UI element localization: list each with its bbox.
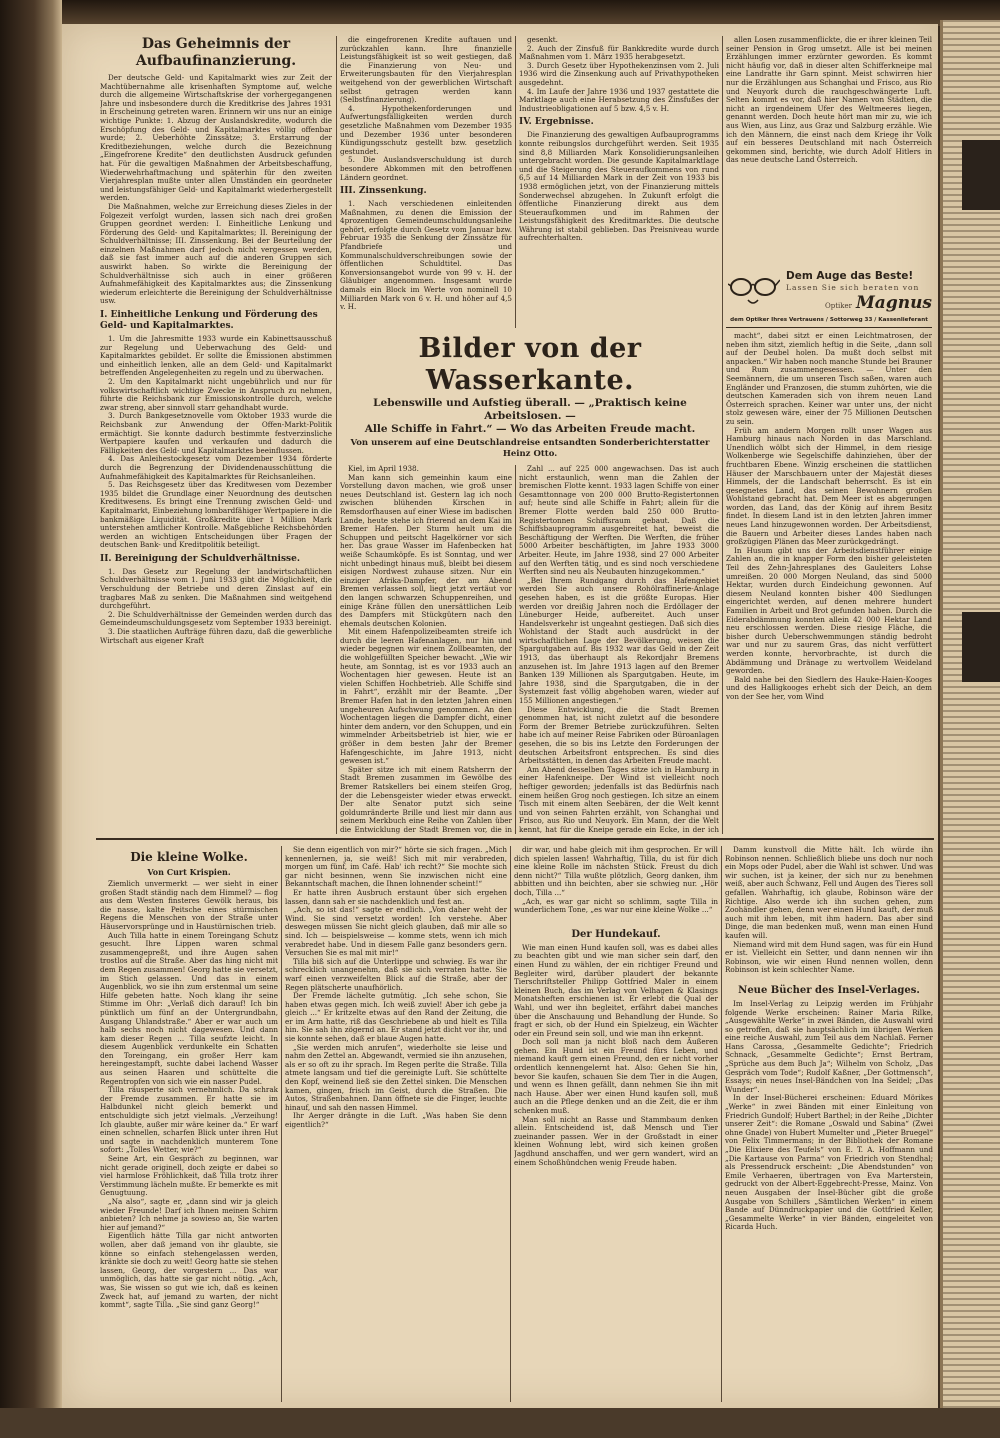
paragraph: Man kann sich gemeinhin kaum eine Vorstellung davon machen, wie groß unser neues Deutschland ist. Gestern lag ich noch zwischen blühenden Kirschen in Remsdorfhausen auf einer Wiese im badischen Lande, heute stehe ich frierend an dem Kai im Bremer Hafen. Der Sturm heult um die Schuppen und peitscht Hagelkörner vor sich her. Das graue Wasser im Hafenbecken hat weiße Schaumköpfe. Es ist Sonntag, und wer nicht unbedingt hinaus muß, bleibt bei diesem eisigen Nordwest zuhause sitzen. Nur ein einziger Afrika-Dampfer, der am Abend Bremen verlassen soll, liegt jetzt vertäut vor den langen schwarzen Schuppenreihen, und einige Kräne füllen den unersättlichen Leib des Dampfers mit Stückgütern nach den ehemals deutschen Kolonien. (340, 472, 512, 628)
paragraph: Später sitze ich mit einem Ratsherrn der Stadt Bremen zusammen im Gewölbe des Bremer Ratskellers bei einem steifen Grog, der die Lebensgeister wieder etwas erweckt. Der alte Senator putzt sich seine goldumränderte Brille und liest mir dann aus seinem Merkbuch eine Reihe von Zahlen über die Entwicklung der Stadt Bremen vor, die in (340, 764, 512, 834)
paragraph: Tilla biß sich auf die Unterlippe und schwieg. Es war ihr schrecklich unangenehm, daß sie sich verraten hatte. Sie warf einen verzweifelten Blick auf die Straße, aber der Regen plätscherte unaufhörlich. (285, 956, 507, 992)
article-header-wasserkante (340, 333, 720, 460)
bottom-edge (0, 1408, 1000, 1438)
ad-brand: Magnus (855, 293, 932, 313)
paragraph: 1. Um die Jahresmitte 1933 wurde ein Kabinettsausschuß zur Regelung und Ueberwachung des Geld- und Kapitalmarktes gebildet. Er sollte die Emissionen abstimmen und einheitlich lenken, alle an dem Geld- und Kapitalmarkt betreffenden Angelegenheiten zu regeln und zu überwachen. (100, 334, 332, 378)
paragraph: Tilla räusperte sich vernehmlich. Da schrak der Fremde zusammen. Er hatte sie im Halbdunkel nicht gleich bemerkt und entschuldigte sich jetzt vielmals. „Verzeihung! Ich glaubte, außer mir wäre keiner da.“ Er warf einen schnellen, scharfen Blick unter ihren Hut und sagte in nachdenklich munterem Tone sofort: „Tolles Wetter, wie?“ (100, 1085, 278, 1155)
column-rule (510, 846, 511, 1402)
article-column (726, 36, 932, 264)
paragraph: „Bei Ihrem Rundgang durch das Hafengebiet werden Sie auch unsere Rohölraffinerie-Anlage gesehen haben, es ist die größte Europas. Hier werden vor dreißig Jahren noch die Erdöllager der Lüneburger Heide, aufbereitet. Auch unser Handelsverkehr ist ungeahnt gestiegen. Daß sich dies Wohlstand der Stadt auch ausdrückt in der wirtschaftlichen Lage der Bevölkerung, weisen die Spargutgaben auf. Bis 1932 war das Geld in der Zeit 1913, das überhaupt als Rekordjahr Bremens anzusehen ist. Im Jahre 1913 lagen auf den Bremer Banken 139 Millionen als Spargutgaben. Heute, im Jahre 1938, sind die Spargutgaben, die in der Systemzeit fast völlig abgehoben waren, wieder auf 155 Millionen angestiegen.“ (519, 575, 719, 706)
article-column (340, 465, 512, 834)
article-wasserkante (340, 333, 720, 834)
story-text (514, 846, 718, 915)
paragraph: 2. Um den Kapitalmarkt nicht ungebührlich und nur für volkswirtschaftlich wichtige Zwecke in Anspruch zu nehmen, führte die Reichsbank zur Emissionskontrolle durch, welche zwar streng, aber sinnvoll starr gehandhabt wurde. (100, 377, 332, 412)
story-author: Von Curt Krispien. (147, 867, 231, 877)
article-title-hundekauf: Der Hundekauf. (571, 928, 661, 940)
paragraph: In der Insel-Bücherei erscheinen: Eduard Mörikes „Werke“ in zwei Bänden mit einer Einleitung von Friedrich Gundolf; Hubert Barthel; in der Reihe „Dichter unserer Zeit“: die Romane „Oswald und Sabina“ (Zwei ohne Gnade) von Hubert Mumelter und „Pieter Bruegel“ von Felix Timmermans; in der Bibliothek der Romane „Die Elixiere des Teufels“ von E. T. A. Hoffmann und „Die Kartause von Parma“ von Friedrich von Stendhal; als Pressendruck erscheint: „Die Abendstunden“ von Emile Verhaeren, übertragen von Eva Marterstein, gedruckt von der Albert-Eggebrecht-Presse, Mainz. Von neuen Ausgaben der Insel-Bücher gibt die große Ausgabe von Schillers „Sämtlichen Werken“ in einem Bande auf Dünndruckpapier und die Gottfried Keller, „Gesammelte Werke“ in vier Bänden, eingeleitet von Ricarda Huch. (725, 1093, 933, 1232)
paragraph: 3. Durch Bankgesetznovelle vom Oktober 1933 wurde die Reichsbank zur Anwendung der Offen-Markt-Politik ermächtigt. Sie konnte dadurch bestimmte festverzinsliche Wertpapiere kaufen und verkaufen und dadurch die Fälligkeiten des Geld- und Kapitalmarktes beeinflussen. (100, 411, 332, 455)
ad-prefix: Optiker (824, 302, 852, 310)
article-column (519, 36, 719, 328)
article-title: Bilder von der Wasserkante. (418, 333, 642, 396)
column-rule (721, 846, 722, 1402)
paragraph: 5. Das Reichsgesetz über das Kreditwesen vom Dezember 1935 bildet die Grundlage einer Neuordnung des deutschen Kreditwesens. Es bringt eine Trennung zwischen Geld- und Kapitalmarkt, Einbeziehung lombardfähiger Wertpapiere in die bankmäßige Liquidität. Großkredite über 1 Million Mark unterstehen amtlicher Kontrolle. Maßgebliche Reichsbehörden werden an wichtigen Entscheidungen über Fragen der deutschen Bank- und Kreditpolitik beteiligt. (100, 480, 332, 550)
paragraph: 3. Die staatlichen Aufträge führen dazu, daß die gewerbliche Wirtschaft aus eigener Kraft (100, 627, 332, 645)
paragraph: Damm kunstvoll die Mitte hält. Ich würde ihn Robinson nennen. Schließlich bliebe uns doch nur noch ein Mops oder Pudel, aber die Wahl ist schwer. Und was wir suchen, ist ja keiner, der sich nur zu benehmen weiß, aber auch Schwanz, Fell und Augen des Tieres soll gefallen. Wahrhaftig, ich glaube, Robinson wäre der Richtige. Also werde ich ihn suchen gehen, zum Zoohändler gehen, denn wer einen Hund kauft, der muß auch mit ihm leben, mit ihm hadern. Das aber sind Dinge, die man bedenken muß, wenn man einen Hund kaufen will. (725, 846, 933, 940)
column-rule (515, 36, 516, 328)
paragraph: Am Abend desselben Tages sitze ich in Hamburg in einer Hafenkneipe. Der Wind ist vielleicht noch heftiger geworden; jedenfalls ist das Bedürfnis nach einem heißen Grog noch gestiegen. Ich sitze an einem Tisch mit einem alten Seebären, der die Welt kennt und von seinen Fahrten erzählt, von Schanghai und Frisco, aus Rio und Neuyork. Ein Mann, der die Welt kennt, hat für die Kneipe gerade ein Ecke, in der ich (519, 764, 719, 834)
paragraph: Eigentlich hätte Tilla gar nicht antworten wollen, aber daß jemand von ihr glaubte, sie könne so einfach stehengelassen werden, kränkte sie doch zu weit! Georg hatte sie stehen lassen, Georg, der vorgestern ... Das war unmöglich, das hatte sie gar nicht nötig. „Ach, was, Sie wissen so gut wie ich, daß es keinen Zweck hat, auf jemand zu warten, der nicht kommt“, sagte Tilla. „Sie sind ganz Georg!“ (100, 1231, 278, 1310)
article-byline: Von unserem auf eine Deutschlandreise entsandten Sonderberichterstatter Heinz Otto. (350, 438, 710, 459)
article-column (519, 465, 719, 834)
paragraph: Er hatte ihren Ausbruch erstaunt über sich ergehen lassen, dann sah er sie nachdenklich und fest an. (285, 887, 507, 906)
ad-headline: Dem Auge das Beste! (786, 270, 914, 282)
section-heading: I. Einheitliche Lenkung und Förderung des Geld- und Kapitalmarktes. (100, 310, 318, 332)
story-column (725, 846, 933, 1402)
ad-subline: Lassen Sie sich beraten von (786, 283, 920, 292)
column-rule (722, 36, 723, 834)
right-column (726, 36, 932, 834)
paragraph: Kiel, im April 1938. (348, 465, 419, 473)
paragraph: 1. Nach verschiedenen einleitenden Maßnahmen, zu denen die Emission der 4prozentigen Gemeindeumschuldungsanleihe gehört, erfolgte durch Gesetz vom Januar bzw. Februar 1935 die Senkung der Zinssätze für Pfandbriefe und Kommunalschuldverschreibungen sowie der öffentlichen Schuldtitel. Das Konversionsangebot wurde von 99 v. H. der Gläubiger angenommen. Insgesamt wurde damals ein Block im Werte von nominell 10 Milliarden Mark von 6 v. H. und höher auf 4,5 v. H. (340, 199, 512, 312)
paragraph: Die Maßnahmen, welche zur Erreichung dieses Zieles in der Folgezeit verfolgt wurden, lassen sich nach drei großen Gruppen geordnet werden: I. Einheitliche Lenkung und Förderung des Geld- und Kapitalmarktes; II. Bereinigung der Schuldverhältnisse; III. Zinssenkung. Bei der Beurteilung der einzelnen Maßnahmen darf jedoch nicht vergessen werden, daß sie fast immer auch auf die anderen Gruppen sich auswirkt haben. So wirkte die Bereinigung der Schuldverhältnisse sich auch in einer größeren Aufnahmefähigkeit des Kapitalmarktes aus; die Zinssenkung wiederum erleichterte die Bereinigung der Schuldverhältnisse usw. (100, 201, 332, 306)
paragraph: „Ach, so ist das!“ sagte er endlich. „Von daher weht der Wind. Sie sind versetzt worden! Ich verstehe. Aber deswegen müssen Sie nicht gleich glauben, daß mir alle so sind. Ich — beispielsweise — komme stets, wenn ich mich verabredet habe. Und in diesem Falle ganz besonders gern. Versuchen Sie es mal mit mir!“ (285, 905, 507, 958)
paragraph: die eingefrorenen Kredite auftauen und zurückzahlen kann. Ihre finanzielle Leistungsfähigkeit ist so weit gestiegen, daß die Finanzierung von Neu- und Erweiterungsbauten für den Vierjahresplan weitgehend von der gewerblichen Wirtschaft selbst getragen werden kann (Selbstfinanzierung). (340, 36, 512, 105)
paragraph: 1. Das Gesetz zur Regelung der landwirtschaftlichen Schuldverhältnisse vom 1. Juni 1933 gibt die Möglichkeit, die Verschuldung der Betriebe und deren Zinslast auf ein tragbares Maß zu senken. Die Maßnahmen sind weitgehend durchgeführt. (100, 566, 332, 611)
paragraph: Bald nahe bei den Siedlern des Hauke-Haien-Kooges und des Halligkooges erhebt sich der Deich, an dem von der See her, vom Wind (726, 674, 932, 701)
paragraph: Sie denn eigentlich von mir?“ hörte sie sich fragen. „Mich kennenlernen, ja, sie weiß! Sich mit mir verabreden, morgen um fünf, im Café. Hab' ich recht?“ Sie mochte sich gar nicht besinnen, wenn Sie inzwischen nicht eine Bekanntschaft machen, die Ihnen lohnender scheint!“ (285, 846, 507, 889)
story-die-kleine-wolke (100, 846, 278, 1402)
story-title: Die kleine Wolke. (130, 850, 248, 864)
paragraph: Ziemlich unvermerkt — wer sieht in einer großen Stadt ständig nach dem Himmel? — flog aus dem Westen finsteres Gewölk heraus, bis die nasse, kalte Peitsche eines stürmischen Regens die Menschen von der Straße unter Häuservorsprünge und in Haustürnischen trieb. (100, 879, 278, 931)
article-columns (340, 465, 720, 834)
paragraph: Doch soll man ja nicht bloß nach dem Äußeren gehen. Ein Hund ist ein Freund fürs Leben, und niemand kauft gern einen Freund, den er nicht vorher ordentlich kennengelernt hat. Also: Gehen Sie hin, bevor Sie kaufen, schauen Sie dem Tier in die Augen, und wenn es Ihnen gefällt, dann nehmen Sie ihn mit nach Hause. Aber wer einen Hund kaufen soll, muß auch an die Pflege denken und an die Zeit, die er ihm schenken muß. (514, 1037, 718, 1116)
article-column (340, 36, 512, 328)
paragraph: Man soll nicht an Rasse und Stammbaum denken allein. Entscheidend ist, daß Mensch und Tier zueinander passen. Wer in der Großstadt in einer kleinen Wohnung lebt, wird sich keinen großen Jagdhund anschaffen, und wer gern wandert, wird an einem Schoßhündchen wenig Freude haben. (514, 1114, 718, 1167)
paragraph: Der Fremde lächelte gutmütig. „Ich sehe schon, Sie haben etwas gegen mich. Ich weiß zuviel! Aber ich gebe ja gleich ...“ Er kritzelte etwas auf den Rand der Zeitung, die er im Arm hatte, riß das Geschriebene ab und hielt es Tilla hin. Sie sah ihn zögernd an. Er stand jetzt dicht vor ihr, und sie konnte sehen, daß er blaue Augen hatte. (285, 991, 507, 1044)
section-rule (96, 838, 934, 840)
column-rule (515, 465, 516, 834)
paragraph: dir war, und habe gleich mit ihm gesprochen. Er will dich spielen lassen! Wahrhaftig, Tilla, du ist für dich eine kleine Rolle im nächsten Stück. Freust du dich denn nicht?“ Tilla wußte plötzlich, Georg danken, ihm abbitten und ihn beichten, aber sie schwieg nur. „Hör doch, Tilla ...“ (514, 846, 718, 897)
paragraph: Mit einem Hafenpolizeibeamten streife ich durch die leeren Hafenanlagen, nur hin und wieder begegnen wir einem Zollbeamten, der die wohlgefüllten Speicher bewacht. „Wie wir heute, am Sonntag, ist es vor 1933 auch an Wochentagen hier gewesen. Heute ist an vielen Schiffen Hochbetrieb. Alle Schiffe sind in Fahrt“, erzählt mir der Beamte. „Der Bremer Hafen hat in den letzten Jahren einen ungeheuren Aufschwung genommen. An den Wochentagen liegen die Dampfer dicht, einer hinter dem andern, vor den Schuppen, und ein wimmelnder Arbeitsbetrieb ist hier, wie er größer in dem besten Jahr der Bremer Hafengeschichte, im Jahre 1913, nicht gewesen ist.“ (340, 627, 512, 766)
top-edge (0, 0, 1000, 26)
story-column (514, 846, 718, 1402)
article-title-aufbaufinanzierung: Das Geheimnis der Aufbaufinanzierung. (135, 36, 297, 69)
paragraph: macht“, dabei sitzt er einen Leichtmatrosen, der neben ihm sitzt, ziemlich heftig in die Seite, „dann soll auf der Deubel holen. Da mußt doch selbst mit anpacken.“ Wir haben noch manche Stunde bei Brauner und Rum zusammengesessen. — Unter den Seemännern, die um unseren Tisch saßen, waren auch Engländer und Franzosen, die stumm zuhörten, wie die deutschen Kameraden sich von ihrem neuen Land Österreich sprachen. Keiner war unter uns, der nicht stolz gewesen wäre, einer der 75 Millionen Deutschen zu sein. (726, 332, 932, 426)
paragraph: Seine Art, ein Gespräch zu beginnen, war nicht gerade originell, doch zeigte er dabei so viel harmlose Fröhlichkeit, daß Tilla trotz ihrer Verstimmung lächeln mußte. Er bemerkte es mit Genugtuung. (100, 1154, 278, 1198)
paragraph: 4. Das Anleihestockgesetz vom Dezember 1934 förderte durch die Begrenzung der Dividendenausschüttung die Aufnahmefähigkeit des Kapitalmarktes für Reichsanleihen. (100, 454, 332, 481)
paragraph: 3. Durch Gesetz über Hypothekenzinsen vom 2. Juli 1936 wird die Zinsenkung auch auf Privathypotheken ausgedehnt. (519, 60, 719, 87)
column-rule (336, 36, 337, 834)
book-binding (0, 0, 62, 1438)
adjacent-page-edge (940, 20, 1000, 1420)
adjacent-page-photo (962, 612, 1000, 682)
article-text (725, 1000, 933, 1232)
story-text (100, 880, 278, 1310)
paragraph: Zahl ... auf 225 000 angewachsen. Das ist auch nicht erstaunlich, wenn man die Zahlen der bremischen Flotte kennt. 1933 lagen Schiffe von einer Gesamttonnage von 200 000 Brutto-Registertonnen auf; heute sind alle Schiffe in Fahrt; allein für die Bremer Flotte werden bald 250 000 Brutto-Registertonnen Schiffsraum gebaut. Daß die Schiffsbauprogramm ausgebreitet hat, beweist die Beschäftigung der Werften. Die Werften, die früher 5000 Arbeiter beschäftigten, im Jahre 1933 3000 Arbeiter. Heute, im Jahre 1938, sind 27 000 Arbeiter auf den Werften tätig, und es sind noch verschiedene Werften sind neu als Neubauten hinzugekommen.“ (519, 465, 719, 577)
paragraph: Die Finanzierung des gewaltigen Aufbauprogramms konnte reibungslos durchgeführt werden. Seit 1935 sind 8,8 Milliarden Mark Konsolidierungsanleihen untergebracht worden. Die gesunde Kapitalmarktlage und die Steigerung des Steueraufkommens von rund 6,5 auf 14 Milliarden Mark in der Zeit von 1933 bis 1938 ermöglichen jetzt, von der Finanzierung mittels Sonderwechsel abzugehen. In Zukunft erfolgt die öffentliche Finanzierung direkt aus dem Steueraufkommen und im Rahmen der Leistungsfähigkeit des Kreditmarktes. Die deutsche Währung ist stabil geblieben. Das Preisniveau wurde aufrechterhalten. (519, 130, 719, 243)
paragraph: „Na also“, sagte er, „dann sind wir ja gleich wieder Freunde! Darf ich Ihnen meinen Schirm anbieten? Ich nehme ja sowieso an, Sie warten hier auf jemand?“ (100, 1196, 278, 1232)
section-heading: IV. Ergebnisse. (519, 117, 594, 128)
story-column (285, 846, 507, 1402)
article-text (514, 944, 718, 1167)
adjacent-page-photo (962, 140, 1000, 210)
paragraph: Niemand wird mit dem Hund sagen, was für ein Hund er ist. Vielleicht ein Setter, und dann nennen wir ihn Robinson, wie wir einen Hund nennen wollen, denn Robinson ist kein schlechter Name. (725, 939, 933, 975)
paragraph: allen Losen zusammenflickte, die er ihrer kleinen Teil seiner Pension in Grog umsetzt. Alle ist bei meinen Erzählungen immer erzürnter geworden. Es kommt nicht häufig vor, daß in dieser alten Schifferkneipe mal eine Landratte ihr Garn spinnt. Meist schwirren hier nur die Erzählungen aus Schanghai und Frisco, aus Rio und Neuyork durch die rauchgeschwängerte Luft. Selten kommt es vor, daß hier Namen von Städten, die nicht an irgendeinem Ufer des Weltmeeres liegen, genannt werden. Doch heute hört man mir zu, wie ich aus Wien, aus Linz, aus Graz und Salzburg erzähle. Wie ich den Männern, die einst nach dem Kriege ihr Volk auf ein besseres Deutschland mit nach Österreich gekommen sind, berichte, wie durch Adolf Hitlers in das neue deutsche Land Österreich. (726, 36, 932, 165)
article-subtitle: Alle Schiffe in Fahrt.“ — Wo das Arbeiten Freude macht. (364, 423, 696, 435)
paragraph: 2. Auch der Zinsfuß für Bankkredite wurde durch Maßnahmen vom 1. März 1935 herabgesetzt. (519, 43, 719, 62)
paragraph: Früh am andern Morgen rollt unser Wagen aus Hamburg hinaus nach Norden in das Marschland. Unendlich wölbt sich der Himmel, in dem riesige Wolkenberge wie Segelschiffe dahinziehen, über der fruchtbaren Ebene. Winzig erscheinen die stattlichen Häuser der Marschbauern unter der Majestät dieses Himmels, der die Landschaft beherrscht. Es ist ein gesegnetes Land, das seinen Bewohnern großen Wohlstand gebracht hat. Dem Meer ist es abgerungen worden, das Land, das der König auf ihrem Besitz findet. In diesem Land ist in den letzten Jahren immer neues Land hinzugewonnen worden. Der Arbeitsdienst, die Bauern und Arbeiter dieses Landes haben nach großzügigen Plänen das Meer zurückgedrängt. (726, 425, 932, 547)
paragraph: Auch Tilla hatte in einem Toreingang Schutz gesucht. Ihre Lippen waren schmal zusammengepreßt, und ihre Augen sahen trostlos auf die Straße. Aber das hing nicht mit dem Regen zusammen! Georg hatte sie versetzt, im Stich gelassen. Und das in einem Augenblick, wo sie ihn zum erstenmal um seine Hilfe gebeten hatte. Noch klang ihr seine Stimme im Ohr: „Verlaß dich darauf! Ich bin pünktlich um fünf an der Untergrundbahn, Ausgang Uhlandstraße.“ Aber er war auch um halb sechs noch nicht dagewesen. Und dann kam dieser Regen ... Tilla seufzte leicht. In diesem Augenblick verdunkelte ein Schatten den Toreingang, ein großer Herr kam hereingestampft, suchte dabei lachend Wasser aus seinen Haaren und schüttelte die Regentropfen von sich wie ein nasser Pudel. (100, 930, 278, 1086)
paragraph: 5. Die Auslandsverschuldung ist durch besondere Abkommen mit den betroffenen Ländern geordnet. (340, 155, 512, 182)
article-title-insel-verlag: Neue Bücher des Insel-Verlages. (738, 984, 920, 996)
paragraph: Wie man einen Hund kaufen soll, was es dabei alles zu beachten gibt und wie man sicher sein darf, den einen Hund zu wählen, der ein richtiger Freund und Begleiter wird, darüber plaudert der bekannte Tierschriftsteller Philipp Gottfried Maler in einem kleinen Buch, das im Verlag von Velhagen & Klasings Monatsheften erschienen ist. Er erlebt die Qual der Wahl, und wer ihn begleitet, erfährt dabei manches über die Anschauung und Behandlung der Hunde. So fragt er sich, ob der Hund ein Spielzeug, ein Wächter oder ein Freund sein soll, und wie man ihn erkennt. (514, 942, 718, 1038)
paragraph: 4. Im Laufe der Jahre 1936 und 1937 gestattete die Marktlage auch eine Herabsetzung des Zinsfußes der Industrieobligationen auf 5 bzw. 4,5 v. H. (519, 86, 719, 113)
paragraph: 4. Hypothekenforderungen und Aufwertungsfälligkeiten werden durch gesetzliche Maßnahmen vom Dezember 1935 und Dezember 1936 unter besonderen Kündigungsschutz gestellt bzw. gesetzlich gestundet. (340, 103, 512, 156)
paragraph: „Sie werden mich anrufen“, wiederholte sie leise und nahm den Zettel an. Abgewandt, vermied sie ihn anzusehen, als er so oft zu ihr sprach. Im Regen perlte die Straße. Tilla atmete langsam und tief die gereinigte Luft. Sie schüttelte den Kopf, weinend ließ sie den Zettel sinken. Die Menschen kamen, gingen, frisch im Geist, durch die Straßen. Die Autos, Straßenbahnen. Dann öffnete sie die Finger, leuchte hinauf, und sah den nassen Himmel. (285, 1042, 507, 1112)
article-text (725, 846, 933, 975)
article-column (100, 74, 332, 834)
article-aufbaufinanzierung (100, 36, 332, 834)
paragraph: Diese Entwicklung, die die Stadt Bremen genommen hat, ist nicht zuletzt auf die besondere Form der Bremer Betriebe zurückzuführen. Selten habe ich auf meiner Reise Fabriken oder Büroanlagen gesehen, die so bis ins Letzte den Forderungen der deutschen Arbeitsfront entsprechen. Es sind dies Arbeitsstätten, in denen das Arbeiten Freude macht. (519, 704, 719, 766)
article-column (726, 332, 932, 834)
paragraph: Der deutsche Geld- und Kapitalmarkt wies zur Zeit der Machtübernahme alle krisenhaften Symptome auf, welche durch die allgemeine Wirtschaftskrise der vorhergegangenen Jahre und insbesondere durch die Kreditkrise des Jahres 1931 in Erscheinung getreten waren. Erinnern wir uns nur an einige wichtige Punkte: 1. Abzug der Auslandskredite, wodurch die Erschöpfung des Geld- und Kapitalmarktes völlig offenbar wurde; 2. Ueberhöhte Zinssätze; 3. Erstarrung der Kreditbeziehungen, welche durch die Bezeichnung „Eingefrorene Kredite“ den deutlichsten Ausdruck gefunden hat. Für die gewaltigen Maßnahmen der Arbeitsbeschaffung, Wiederwehrhaftmachung und späterhin für den zweiten Vierjahresplan mußte unter allen Umständen ein geordneter und leistungsfähiger Geld- und Kapitalmarkt wiederhergestellt werden. (100, 74, 332, 203)
section-heading: II. Bereinigung der Schuldverhältnisse. (100, 553, 300, 564)
optiker-magnus-advertisement (726, 268, 932, 328)
paragraph: Im Insel-Verlag zu Leipzig werden im Frühjahr folgende Werke erscheinen: Rainer Maria Rilke, „Ausgewählte Werke“ in zwei Bänden, die Auswahl wird so getroffen, daß sie hauptsächlich im übrigen Werken eine reiche Auswahl, zum Teil aus dem Nachlaß. Ferner Hans Carossa, „Gesammelte Gedichte“; Friedrich Schnack, „Gesammelte Gedichte“; Ernst Bertram, „Sprüche aus dem Buch Ja“; Wilhelm von Scholz, „Das Gespräch vom Tode“; Rudolf Kaßner, „Der Gottmensch“, Essays; ein neues Insel-Bändchen von Ina Seidel; „Das Wunder“. (725, 998, 933, 1094)
glasses-icon (728, 274, 780, 310)
column-rule (281, 846, 282, 1402)
paragraph: gesenkt. (527, 36, 558, 44)
paragraph: Ihr Aerger drängte in die Luft. „Was haben Sie denn eigentlich?“ (285, 1111, 507, 1129)
paragraph: In Husum gibt uns der Arbeitsdienstführer einige Zahlen an, die in knapper Form den bisher geleisteten Teil des Zehn-Jahresplanes des Gauleiters Lohse umreißen. 20 000 Morgen Neuland, das sind 5000 Hektar, wurden durch Eindeichung gewonnen. Auf diesem Neuland konnten bisher 400 Siedlungen eingerichtet werden, auf denen mehrere hundert Familien in Arbeit und Brot gefunden haben. Durch die Eiderabdämmung konnten allein 42 000 Hektar Land neu erschlossen werden. Diese riesige Fläche, die bisher durch Ueberschwemmungen ständig bedroht war und nur zu saurem Gras, das nicht verfüttert werden konnte, hervorbrachte, ist durch die Abdämmung und Dränage zu wertvollem Weideland geworden. (726, 545, 932, 676)
paragraph: „Ach, es war gar nicht so schlimm, sagte Tilla in wunderlichem Tone, „es war nur eine kleine Wolke ...“ (514, 896, 718, 915)
ad-footer: dem Optiker Ihres Vertrauens / Sottorweg 33 / Kassenlieferant (730, 317, 928, 323)
section-heading: III. Zinssenkung. (340, 186, 427, 197)
article-subtitle: Lebenswille und Aufstieg überall. — „Praktisch keine Arbeitslosen. — (373, 397, 687, 422)
paragraph: 2. Die Schuldverhältnisse der Gemeinden werden durch das Gemeindeumschuldungsgesetz vom September 1933 bereinigt. (100, 609, 332, 628)
